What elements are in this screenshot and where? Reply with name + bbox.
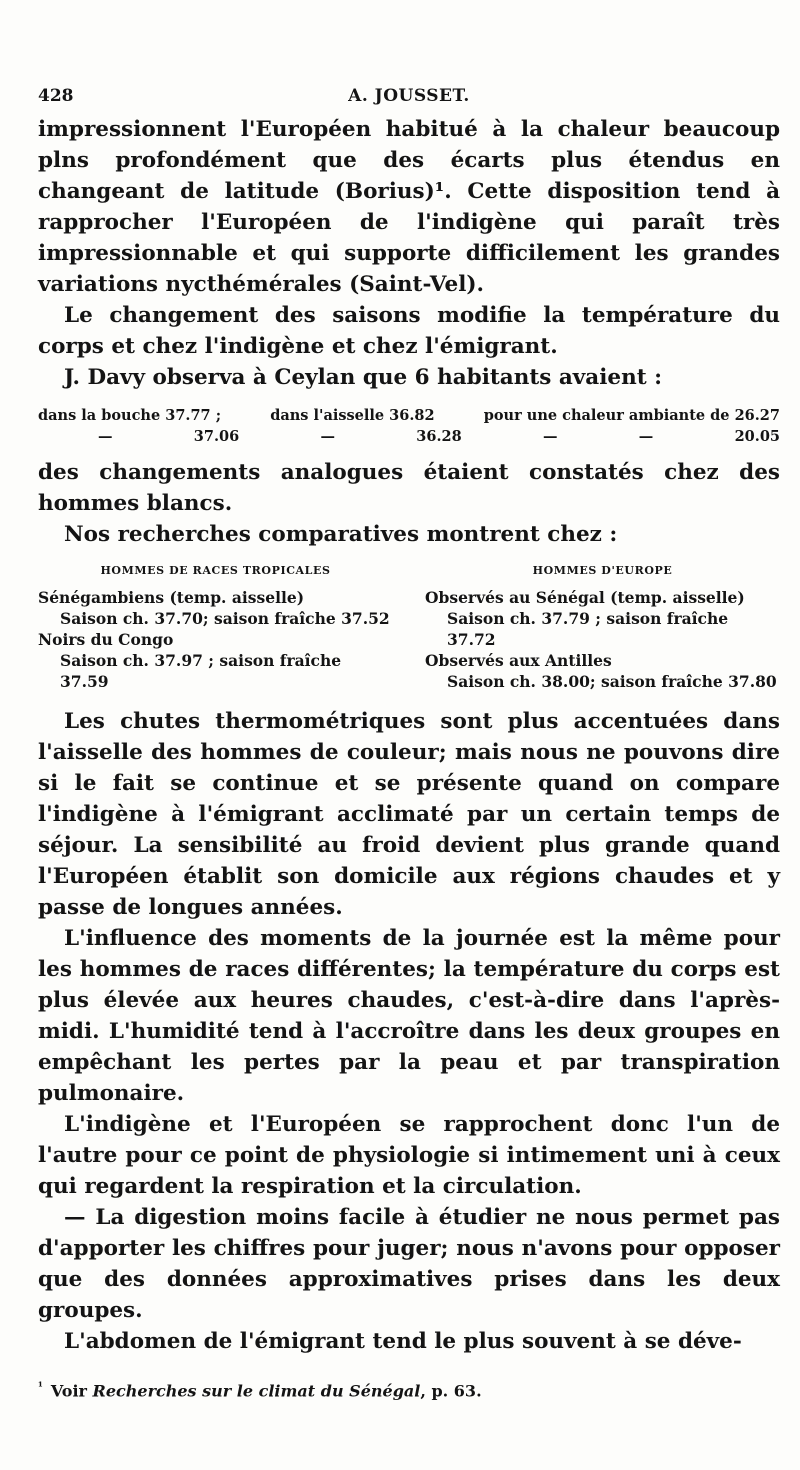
comparison-table: [38, 560, 780, 692]
column-heading: HOMMES D'EUROPE: [532, 564, 673, 577]
footnote-title: Recherches sur le climat du Sénégal: [92, 1381, 421, 1401]
page-header: [38, 80, 780, 114]
comparison-left-column: HOMMES DE RACES TROPICALES Sénégambiens (temp. aisselle) Saison ch. 37.70; saison fraîche 37.52 Noirs du Congo Saison ch. 37.97 ; saison fraîche 37.59: [38, 560, 393, 692]
davy-measurements: [38, 405, 780, 447]
paragraph: des changements analogues étaient constatés chez des hommes blancs.: [38, 460, 780, 516]
paragraph: Les chutes thermométriques sont plus accentuées dans l'aisselle des hommes de couleur; mais nous ne pouvons dire si le fait se continue et se présente quand on compare l'indigène à l'émigrant acclimaté par un certain temps de séjour. La sensibilité au froid devient plus grande quand l'Européen établit son domicile aux régions chaudes et y passe de longues années.: [38, 709, 780, 920]
davy-row-2: — 37.06 — 36.28 — — 20.05: [98, 428, 780, 445]
paragraph: L'abdomen de l'émigrant tend le plus souvent à se déve-: [64, 1329, 742, 1354]
paragraph: Nos recherches comparatives montrent chez :: [64, 522, 618, 547]
paragraph: impressionnent l'Européen habitué à la chaleur beaucoup plns profondément que des écarts plus étendus en changeant de latitude (Borius)¹. Cette disposition tend à rapprocher l'Européen de l'indigène qui paraît très impressionnable et qui supporte difficilement les grandes variations nycthémérales (Saint-Vel).: [38, 117, 780, 297]
comparison-right-column: HOMMES D'EUROPE Observés au Sénégal (temp. aisselle) Saison ch. 37.79 ; saison fraîche 37.72 Observés aux Antilles Saison ch. 38.00; saison fraîche 37.80: [425, 560, 780, 692]
footnote-mark: ¹: [38, 1380, 43, 1393]
paragraph: — La digestion moins facile à étudier ne nous permet pas d'apporter les chiffres pour juger; nous n'avons pour opposer que des données approximatives prises dans les deux groupes.: [38, 1205, 780, 1323]
page-body: [38, 80, 780, 1357]
running-head: A. JOUSSET.: [348, 86, 470, 106]
column-heading: HOMMES DE RACES TROPICALES: [100, 564, 331, 577]
paragraph: L'indigène et l'Européen se rapprochent donc l'un de l'autre pour ce point de physiologie si intimement uni à ceux qui regardent la respiration et la circulation.: [38, 1112, 780, 1199]
footnote: $^{^1}$ Voir Recherches sur le climat du Sénégal, p. 63.: [38, 1380, 482, 1401]
paragraph: J. Davy observa à Ceylan que 6 habitants avaient :: [64, 365, 663, 390]
page-number: 428: [38, 86, 74, 106]
paragraph: L'influence des moments de la journée est la même pour les hommes de races différentes; la température du corps est plus élevée aux heures chaudes, c'est-à-dire dans l'après-midi. L'humidité tend à l'accroître dans les deux groupes en empêchant les pertes par la peau et par transpiration pulmonaire.: [38, 926, 780, 1106]
davy-row-1: dans la bouche 37.77 ; dans l'aisselle 36.82 pour une chaleur ambiante de 26.27: [38, 407, 780, 424]
paragraph: Le changement des saisons modifie la température du corps et chez l'indigène et chez l'émigrant.: [38, 303, 780, 359]
